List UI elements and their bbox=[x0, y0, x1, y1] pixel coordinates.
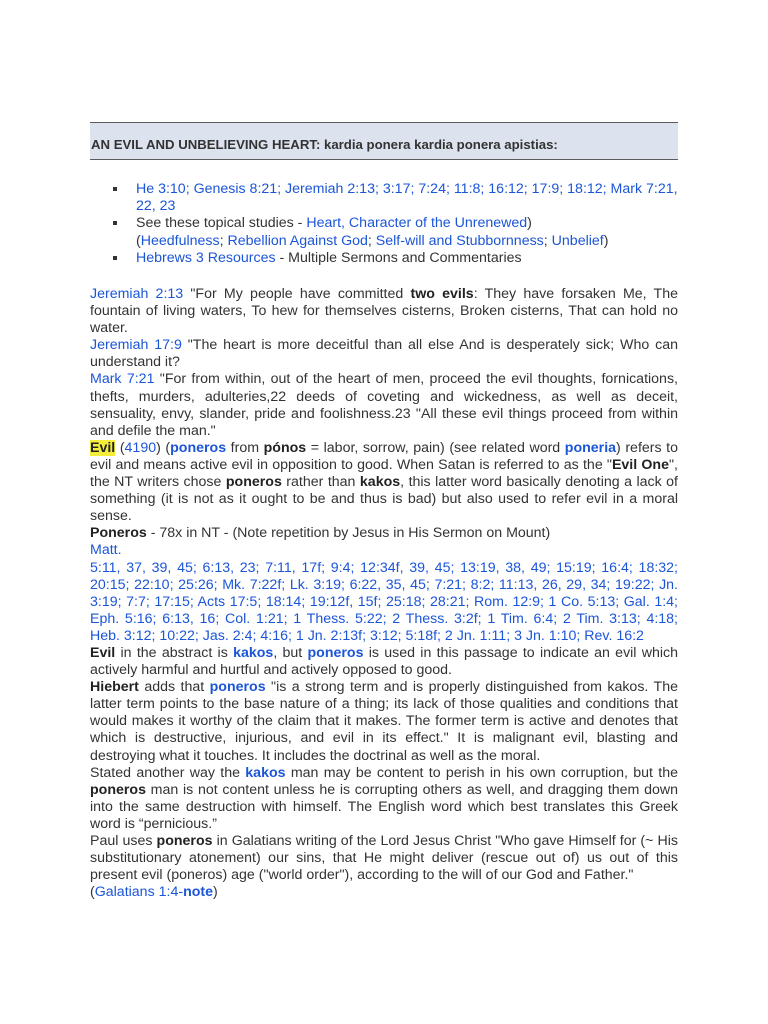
text: - 78x in NT - (Note repetition by Jesus in His Sermon on Mount) bbox=[146, 525, 551, 542]
dash: - bbox=[178, 884, 184, 901]
poneros-refs-link[interactable]: 5:11, 37, 39, 45; 6:13, 23; 7:11, 17f; 9:4; 12:34f, 39, 45; 13:19, 38, 49; 15:19; 16:4; 18:32; 20:15; 22:10; 25:26; Mk. 7:22f; Lk. 3:19; 6:22, 35, 45; 7:21; 8:2; 11:13, 26, 29, 34; 19:22; Jn. 3:19; 7:7; 17:15; Acts 17:5; 18:14; 19:12f, 15f; 25:18; 28:21; Rom. 12:9; 1 Co. 5:13; Gal. 1:4; Eph. 5:16; 6:13, 16; Col. 1:21; 1 Thess. 5:22; 2 Thess. 3:2f; 1 Tim. 6:4; 2 Tim. 3:13; 4:18; Heb. 3:12; 10:22; Jas. 2:4; 4:16; 1 Jn. 2:13f; 3:12; 5:18f; 2 Jn. 1:11; 3 Jn. 1:10; Rev. 16:2 bbox=[90, 559, 678, 644]
text: , this latter word basically denoting a lack of something (it is not as it ought to be and thus is bad) but also used to refer evil in a moral sense. bbox=[90, 474, 678, 525]
ref-matt[interactable]: Matt. bbox=[90, 542, 122, 559]
paragraph-jeremiah-2-13 bbox=[90, 286, 678, 337]
paragraph-stated-another-way bbox=[90, 765, 678, 833]
separator: ; bbox=[543, 232, 552, 249]
link-poneros[interactable]: poneros bbox=[170, 439, 227, 456]
ref-jeremiah-17-9[interactable]: Jeremiah 17:9 bbox=[90, 337, 182, 354]
paragraph-evil-definition bbox=[90, 440, 678, 525]
text: Paul uses bbox=[90, 833, 157, 849]
link-hebrews-resources[interactable]: Hebrews 3 Resources bbox=[136, 249, 276, 266]
link-poneros[interactable]: poneros bbox=[307, 644, 364, 661]
link-unbelief[interactable]: Unbelief bbox=[551, 232, 604, 249]
term-ponos: pónos bbox=[263, 439, 307, 456]
term-poneros: poneros bbox=[225, 474, 282, 491]
text: from bbox=[226, 439, 264, 456]
paren-close: ) bbox=[213, 884, 218, 901]
link-kakos[interactable]: kakos bbox=[245, 764, 286, 781]
text: in the abstract is bbox=[115, 644, 234, 661]
term-poneros: poneros bbox=[156, 833, 213, 849]
link-strongs-4190[interactable]: 4190 bbox=[124, 439, 157, 456]
separator: ; bbox=[367, 232, 376, 249]
text: Stated another way the bbox=[90, 764, 246, 781]
reference-list bbox=[112, 181, 678, 267]
section-title: AN EVIL AND UNBELIEVING HEART: kardia ponera kardia ponera apistias: bbox=[91, 137, 558, 152]
link-kakos[interactable]: kakos bbox=[233, 644, 274, 661]
text: ", the NT writers chose bbox=[90, 456, 678, 491]
paragraph-poneros-refs bbox=[90, 560, 678, 645]
paragraph-mark-7-21 bbox=[90, 371, 678, 439]
text: : They have forsaken Me, The fountain of living waters, To hew for themselves cisterns, Broken cisterns, That can hold no water. bbox=[90, 286, 679, 337]
text: = labor, sorrow, pain) (see related word bbox=[306, 439, 565, 456]
article-body bbox=[90, 286, 678, 901]
text: "The heart is more deceitful than all else And is desperately sick; Who can understand it? bbox=[90, 337, 679, 371]
list-item-scripture-refs bbox=[112, 181, 678, 215]
text: is used in this passage to indicate an evil which actively harmful and hurtful and actively opposed to good. bbox=[90, 644, 679, 679]
link-heart-character[interactable]: Heart, Character of the Unrenewed bbox=[306, 215, 528, 232]
paren-close: ) bbox=[603, 232, 609, 249]
topical-studies-lead: See these topical studies - bbox=[136, 215, 307, 232]
paren-close: ) bbox=[527, 215, 532, 232]
paren-open: ( bbox=[90, 884, 95, 901]
text: ) ( bbox=[156, 439, 171, 456]
paren-open: ( bbox=[136, 232, 141, 249]
list-item-topical-studies bbox=[112, 215, 678, 249]
separator: ; bbox=[219, 232, 228, 249]
paragraph-matt-label bbox=[90, 542, 678, 559]
paragraph-hiebert bbox=[90, 679, 678, 764]
text: "For from within, out of the heart of men, proceed the evil thoughts, fornications, thefts, murders, adulteries,22 deeds of coveting and wickedness, as well as deceit, sensuality, envy, slander, pride and foolishness.23 "All these evil things proceed from within and defile the man." bbox=[90, 371, 678, 439]
text: , but bbox=[273, 644, 308, 661]
emphasis-two-evils: two evils bbox=[410, 286, 474, 302]
list-item-hebrews-resources bbox=[112, 250, 678, 267]
term-evil: Evil bbox=[90, 644, 116, 661]
term-hiebert: Hiebert bbox=[90, 679, 139, 696]
text: adds that bbox=[138, 679, 210, 696]
text: "is a strong term and is properly distinguished from kakos. The latter term points to the base nature of a thing; its lack of those qualities and conditions that would makes it worthy of the claim that it makes. The former term is active and denotes that which is destructive, injurious, and evil in its effect." It is malignant evil, blasting and destroying what it touches. It includes the doctrinal as well as the moral. bbox=[90, 679, 678, 764]
paragraph-evil-abstract bbox=[90, 645, 678, 679]
text: "For My people have committed bbox=[183, 286, 411, 302]
link-note[interactable]: note bbox=[183, 884, 214, 901]
term-poneros: Poneros bbox=[90, 525, 147, 542]
text: ( bbox=[115, 439, 125, 456]
text: rather than bbox=[281, 474, 360, 491]
term-evil-highlighted: Evil bbox=[90, 439, 116, 456]
text: man may be content to perish in his own corruption, but the bbox=[285, 764, 678, 781]
text: ) refers to evil and means active evil in opposition to good. When Satan is referred to as the " bbox=[90, 439, 678, 473]
link-self-will[interactable]: Self-will and Stubbornness bbox=[375, 232, 544, 249]
scripture-refs-link[interactable]: He 3:10; Genesis 8:21; Jeremiah 2:13; 3:17; 7:24; 11:8; 16:12; 17:9; 18:12; Mark 7:21, 22, 23 bbox=[136, 181, 678, 215]
term-evil-one: Evil One bbox=[611, 456, 669, 473]
section-header bbox=[90, 122, 678, 160]
paragraph-poneros-count bbox=[90, 525, 678, 542]
link-poneros[interactable]: poneros bbox=[209, 679, 266, 696]
ref-jeremiah-2-13[interactable]: Jeremiah 2:13 bbox=[90, 286, 184, 302]
paragraph-jeremiah-17-9 bbox=[90, 337, 678, 371]
term-kakos: kakos bbox=[359, 474, 401, 491]
link-heedfulness[interactable]: Heedfulness bbox=[140, 232, 220, 249]
hebrews-resources-desc: - Multiple Sermons and Commentaries bbox=[275, 249, 522, 266]
term-poneros: poneros bbox=[90, 781, 146, 798]
paragraph-galatians bbox=[90, 833, 678, 901]
text: in Galatians writing of the Lord Jesus Christ "Who gave Himself for (~ His substitutionary atonement) our sins, that He might deliver (rescue out of) us out of this present evil (poneros) age ("world order"), according to the will of our God and Father." bbox=[90, 833, 679, 884]
ref-galatians-1-4[interactable]: Galatians 1:4 bbox=[94, 884, 179, 901]
text: man is not content unless he is corrupting others as well, and dragging them down into the same destruction with himself. The English word which best translates this Greek word is “pernicious.” bbox=[90, 781, 678, 832]
link-poneria[interactable]: poneria bbox=[564, 439, 617, 456]
ref-mark-7-21[interactable]: Mark 7:21 bbox=[90, 371, 155, 388]
link-rebellion[interactable]: Rebellion Against God bbox=[227, 232, 368, 249]
